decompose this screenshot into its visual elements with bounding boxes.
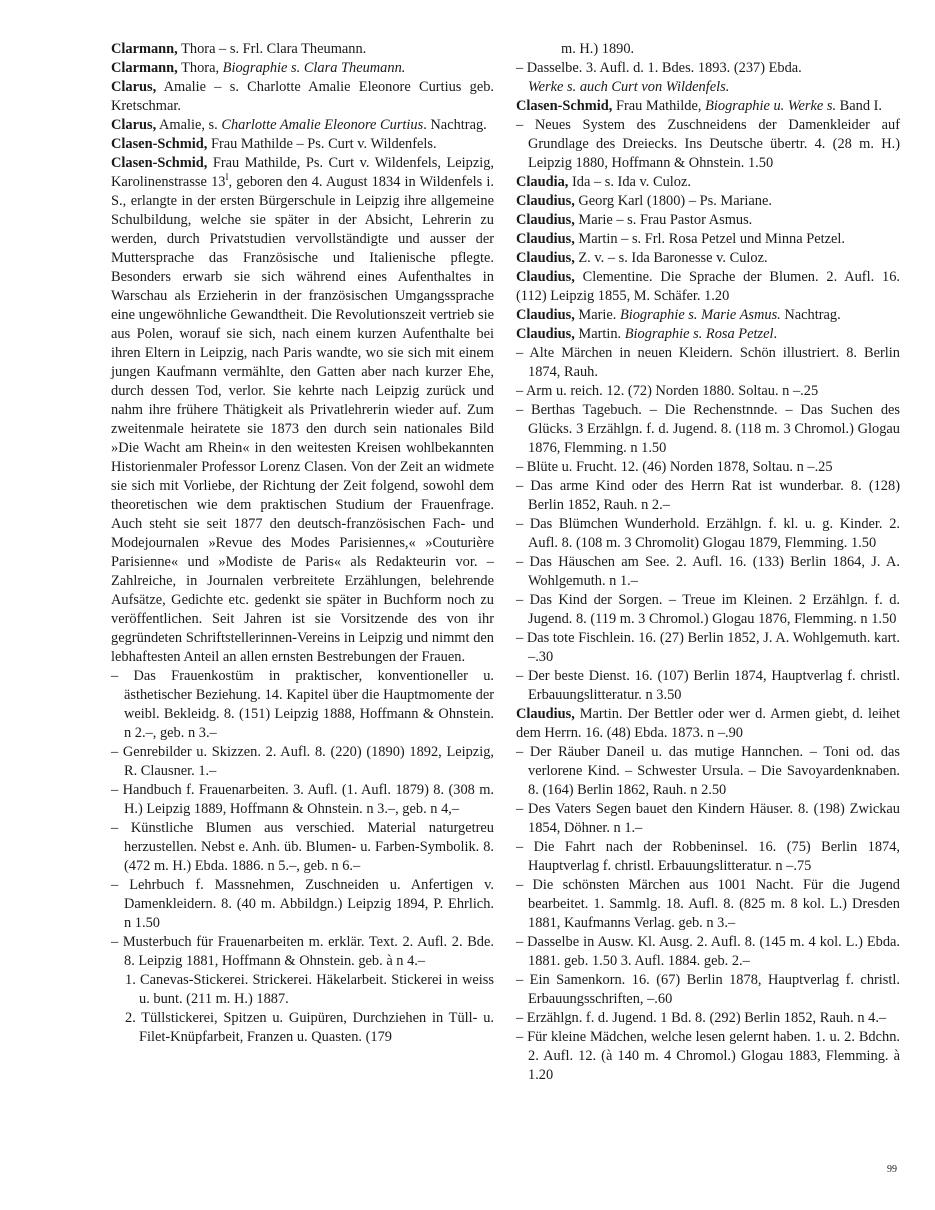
right-column [516, 40, 900, 1085]
entry-claudius-marie-1 [516, 211, 900, 230]
entry-claudius-martin-3 [516, 705, 900, 743]
entry-text: Frau Mathilde – Ps. Curt v. Wildenfels. [207, 136, 437, 152]
right-works-list-1 [516, 344, 900, 705]
numbered-item: 1. Canevas-Stickerei. Strickerei. Häkelarbeit. Stickerei in weiss u. bunt. (211 m. H.) 1887. [125, 972, 494, 1007]
entry-italic: Charlotte Amalie Eleonore Curtius [221, 117, 424, 133]
entry-name: Claudius, [516, 250, 575, 266]
numbered-item: 2. Tüllstickerei, Spitzen u. Guipüren, Durchziehen in Tüll- u. Filet-Knüpfarbeit, Franzen u. Quasten. (179 [125, 1010, 494, 1045]
list-item: – Der beste Dienst. 16. (107) Berlin 1874, Hauptverlag f. christl. Erbauungslitteratur. n 3.50 [516, 668, 900, 703]
entry-clarus-2 [111, 116, 494, 135]
entry-italic: Werke s. auch Curt von Wildenfels. [528, 79, 730, 95]
list-item: – Für kleine Mädchen, welche lesen gelernt haben. 1. u. 2. Bdchn. 2. Aufl. 12. (à 140 m. 4 Chromol.) Glogau 1883, Flemming. à 1.20 [516, 1029, 900, 1083]
list-item: – Das Frauenkostüm in praktischer, konventioneller u. ästhetischer Beziehung. 14. Kapitel über die Hauptmomente der weibl. Bekleidg. 8. (151) Leipzig 1888, Hoffmann & Ohnstein. n 2.–, geb. n 3.– [111, 668, 494, 741]
entry-italic: Biographie s. Rosa Petzel [624, 326, 774, 342]
left-column [111, 40, 494, 1047]
list-item: – Dasselbe in Ausw. Kl. Ausg. 2. Aufl. 8. (145 m. 4 kol. L.) Ebda. 1881. geb. 1.50 3. Aufl. 1884. geb. 2.– [516, 934, 900, 969]
entry-text: Ida – s. Ida v. Culoz. [568, 174, 691, 190]
list-item: – Das Kind der Sorgen. – Treue im Kleinen. 2 Erzählgn. f. d. Jugend. 8. (119 m. 3 Chromol.) Glogau 1876, Flemming. n 1.50 [516, 592, 900, 627]
entry-name: Clarmann, [111, 60, 178, 76]
entry-clarmann-1 [111, 40, 494, 59]
entry-italic: Biographie s. Clara Theumann. [222, 60, 406, 76]
entry-claudius-martin-2 [516, 325, 900, 344]
entry-name: Claudius, [516, 307, 575, 323]
entry-clarus-1 [111, 78, 494, 116]
entry-clarmann-2 [111, 59, 494, 78]
list-item: – Erzählgn. f. d. Jugend. 1 Bd. 8. (292) Berlin 1852, Rauh. n 4.– [516, 1010, 887, 1026]
entry-name: Clasen-Schmid, [516, 98, 613, 114]
entry-claudius-marie-2 [516, 306, 900, 325]
list-item: – Künstliche Blumen aus verschied. Material naturgetreu herzustellen. Nebst e. Anh. üb. Blumen- u. Farben-Symbolik. 8. (472 m. H.) Ebda. 1886. n 5.–, geb. n 6.– [111, 820, 494, 874]
entry-name: Clarmann, [111, 41, 178, 57]
see-also-note [516, 78, 900, 97]
entry-name: Clarus, [111, 79, 157, 95]
left-works-list [111, 667, 494, 1047]
entry-text: Martin – s. Frl. Rosa Petzel und Minna Petzel. [574, 231, 845, 247]
entry-text-tail: Nachtrag. [780, 307, 841, 323]
entry-name: Claudius, [516, 212, 575, 228]
entry-name: Claudius, [516, 326, 575, 342]
entry-name: Claudius, [516, 193, 575, 209]
list-item: – Alte Märchen in neuen Kleidern. Schön illustriert. 8. Berlin 1874, Rauh. [516, 345, 900, 380]
entry-claudius-georg [516, 192, 900, 211]
list-item: – Genrebilder u. Skizzen. 2. Aufl. 8. (220) (1890) 1892, Leipzig, R. Clausner. 1.– [111, 744, 494, 779]
entry-text: Martin. [574, 326, 625, 342]
page-number: 99 [887, 1164, 897, 1175]
entry-text: Thora – s. Frl. Clara Theumann. [177, 41, 367, 57]
list-item: – Das Häuschen am See. 2. Aufl. 16. (133) Berlin 1864, J. A. Wohlgemuth. n 1.– [516, 554, 900, 589]
entry-clasen-schmid-biography [111, 154, 494, 667]
list-item: – Ein Samenkorn. 16. (67) Berlin 1878, Hauptverlag f. christl. Erbauungsschriften, –.60 [516, 972, 900, 1007]
list-item: – Handbuch f. Frauenarbeiten. 3. Aufl. (1. Aufl. 1879) 8. (308 m. H.) Leipzig 1889, Hoffmann & Ohnstein. n 3.–, geb. n 4,– [111, 782, 494, 817]
entry-text: Frau Mathilde, [612, 98, 706, 114]
entry-name: Claudius, [516, 706, 575, 722]
entry-text: Amalie – s. Charlotte Amalie Eleonore Curtius geb. Kretschmar. [111, 79, 494, 114]
entry-text: Georg Karl (1800) – Ps. Mariane. [574, 193, 772, 209]
entry-claudia [516, 173, 900, 192]
list-item: – Die Fahrt nach der Robbeninsel. 16. (75) Berlin 1874, Hauptverlag f. christl. Erbauungslitteratur. n –.75 [516, 839, 900, 874]
entry-text: Marie. [574, 307, 620, 323]
list-item: – Das arme Kind oder des Herrn Rat ist wunderbar. 8. (128) Berlin 1852, Rauh. n 2.– [516, 478, 900, 513]
right-works-list-2 [516, 743, 900, 1085]
entry-name: Clasen-Schmid, [111, 155, 208, 171]
entry-claudius-clementine [516, 268, 900, 306]
list-item: – Neues System des Zuschneidens der Damenkleider auf Grundlage des Dreiecks. Ins Deutsche übertr. 4. (28 m. H.) Leipzig 1880, Hoffmann & Ohnstein. 1.50 [516, 117, 900, 171]
entry-italic: Biographie u. Werke s. [705, 98, 837, 114]
entry-text: Amalie, s. [156, 117, 222, 133]
entry-text: Marie – s. Frau Pastor Asmus. [574, 212, 753, 228]
list-item: – Berthas Tagebuch. – Die Rechenstnnde. – Das Suchen des Glücks. 3 Erzählgn. f. d. Jugend. 8. (118 m. 3 Chromol.) Glogau 1876, Flemming. n 1.50 [516, 402, 900, 456]
entry-name: Clarus, [111, 117, 157, 133]
entry-clasen-schmid-2 [516, 97, 900, 116]
list-item: – Das Blümchen Wunderhold. Erzählgn. f. kl. u. g. Kinder. 2. Aufl. 8. (108 m. 3 Chromolit) Glogau 1879, Flemming. 1.50 [516, 516, 900, 551]
entry-claudius-martin-1 [516, 230, 900, 249]
superscript: I [225, 172, 229, 183]
entry-text: Z. v. – s. Ida Baronesse v. Culoz. [574, 250, 768, 266]
entry-text-tail: Band I. [836, 98, 883, 114]
entry-italic: Biographie s. Marie Asmus. [619, 307, 781, 323]
list-item: – Dasselbe. 3. Aufl. d. 1. Bdes. 1893. (237) Ebda. [516, 60, 802, 76]
entry-text-tail: , geboren den 4. August 1834 in Wildenfels i. S., erlangte in der ersten Bürgerschule in Leipzig ihre allgemeine Schulbildung, welche sie später in der Absicht, Lehrerin zu werden, durch Privatstudien vervollständigte und ausser der Muttersprache das Französische und Italienische pflegte. Besonders erwarb sie sich während eines Aufenthaltes in Warschau als Erzieherin in der französischen Umgangssprache eine ungewöhnliche Gewandtheit. Die Revolutionszeit vertrieb sie aus Polen, worauf sie sich, nach einem kurzen Aufenthalte bei ihren Eltern in Leipzig, nach Paris wandte, wo sie sich mit einem jungen Kaufmann vermählte, den Gatten aber nach kurzer Ehe, durch dessen Tod, verlor. Sie kehrte nach Leipzig zurück und nahm ihre frühere Thätigkeit als Privatlehrerin wieder auf. Zum zweitenmale heiratete sie 1873 den durch sein nationales Bild »Die Wacht am Rhein« in den weitesten Kreisen wohlbekannten Historienmaler Professor Lorenz Clasen. Von der Zeit an widmete sie sich mit Vorliebe, der Richtung der Zeit folgend, sowohl dem theoretischen wie dem praktischen Studium der Frauenfrage. Auch steht sie seit 1877 den deutsch-französischen Fach- und Modejournalen »Revue des Modes Parisiennes,« »Couturière Parisienne« und »Modiste de Paris« als Redakteurin vor. – Zahlreiche, in Journalen verbreitete Erzählungen, belehrende Aufsätze, Gedichte etc. gedenkt sie später in Buchform noch zu veröffentlichen. Seit Jahren ist sie Vorsitzende des von ihr gegründeten Schriftstellerinnen-Vereins in Leipzig und nimmt den lebhaftesten Anteil an allen ernsten Bestrebungen der Frauen. [111, 174, 494, 665]
entry-text: Clementine. Die Sprache der Blumen. 2. Aufl. 16. (112) Leipzig 1855, M. Schäfer. 1.20 [516, 269, 900, 304]
list-item: – Des Vaters Segen bauet den Kindern Häuser. 8. (198) Zwickau 1854, Döhner. n 1.– [516, 801, 900, 836]
list-item: – Arm u. reich. 12. (72) Norden 1880. Soltau. n –.25 [516, 383, 819, 399]
list-item: – Musterbuch für Frauenarbeiten m. erklär. Text. 2. Aufl. 2. Bde. 8. Leipzig 1881, Hoffmann & Ohnstein. geb. à n 4.– [111, 934, 494, 969]
list-item: – Die schönsten Märchen aus 1001 Nacht. Für die Jugend bearbeitet. 1. Sammlg. 18. Aufl. 8. (825 m. 8 kol. L.) Dresden 1881, Kaufmanns Verlag. geb. n 3.– [516, 877, 900, 931]
list-item: – Lehrbuch f. Massnehmen, Zuschneiden u. Anfertigen v. Damenkleidern. 8. (40 m. Abbildgn.) Leipzig 1894, P. Ehrlich. n 1.50 [111, 877, 494, 931]
list-item: – Blüte u. Frucht. 12. (46) Norden 1878, Soltau. n –.25 [516, 459, 833, 475]
entry-name: Claudia, [516, 174, 569, 190]
entry-text-tail: . Nachtrag. [423, 117, 487, 133]
entry-name: Claudius, [516, 231, 575, 247]
entry-text: Frau Mathilde, Ps. Curt v. Wildenfels, Leipzig, Karolinenstrasse 13 [111, 155, 494, 190]
list-item: – Das tote Fischlein. 16. (27) Berlin 1852, J. A. Wohlgemuth. kart. –.30 [516, 630, 900, 665]
continuation-line: m. H.) 1890. [561, 41, 635, 57]
entry-clasen-schmid-1 [111, 135, 494, 154]
entry-text-tail: . [773, 326, 778, 342]
entry-text: Martin. Der Bettler oder wer d. Armen giebt, d. leihet dem Herrn. 16. (48) Ebda. 1873. n –.90 [516, 706, 900, 741]
entry-text: Thora, [177, 60, 223, 76]
entry-name: Claudius, [516, 269, 575, 285]
entry-claudius-z [516, 249, 900, 268]
list-item: – Der Räuber Daneil u. das mutige Hannchen. – Toni od. das verlorene Kind. – Schwester Ursula. – Die Savoyardenknaben. 8. (164) Berlin 1862, Rauh. n 2.50 [516, 744, 900, 798]
entry-name: Clasen-Schmid, [111, 136, 208, 152]
